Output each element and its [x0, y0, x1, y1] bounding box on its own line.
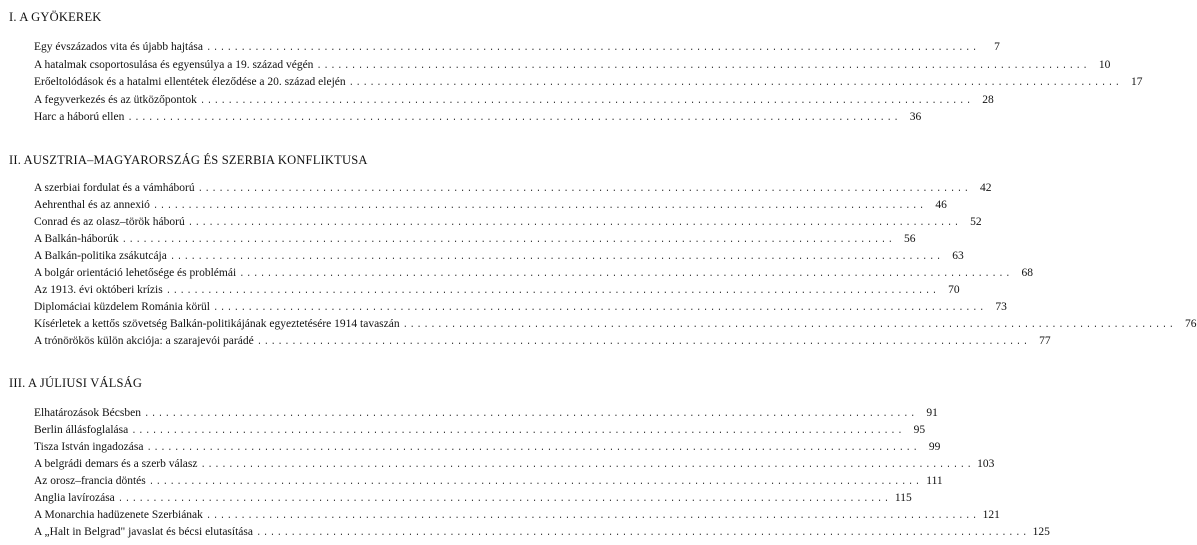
toc-entry[interactable]	[34, 301, 1007, 316]
toc-entry[interactable]	[34, 318, 1197, 333]
page-number: 42	[980, 182, 992, 194]
toc-entry[interactable]	[34, 458, 995, 473]
entry-title: A belgrádi demars és a szerb válasz	[34, 458, 198, 470]
page-number: 17	[1131, 76, 1143, 88]
dot-leader: ................................................................................................................	[205, 511, 979, 521]
toc-entry[interactable]	[34, 216, 982, 231]
entry-title: A Balkán-háborúk	[34, 233, 119, 245]
entry-title: A Monarchia hadüzenete Szerbiának	[34, 509, 203, 521]
entry-title: Harc a háború ellen	[34, 111, 125, 123]
dot-leader: ................................................................................................................	[239, 269, 1013, 279]
page-number: 76	[1185, 318, 1197, 330]
dot-leader: ................................................................................................................	[255, 528, 1029, 538]
dot-leader: ................................................................................................................	[402, 320, 1176, 330]
page-number: 99	[928, 441, 941, 453]
page-number: 103	[977, 458, 995, 470]
page-number: 70	[948, 284, 960, 296]
entry-title: A szerbiai fordulat és a vámháború	[34, 182, 195, 194]
page-number: 115	[894, 492, 912, 504]
entry-title: A fegyverkezés és az ütközőpontok	[34, 94, 197, 106]
toc-entry[interactable]	[34, 475, 943, 490]
entry-title: Conrad és az olasz–török háború	[34, 216, 185, 228]
entry-title: A Balkán-politika zsákutcája	[34, 250, 167, 262]
page-number: 52	[970, 216, 982, 228]
dot-leader: ................................................................................................................	[121, 235, 895, 245]
toc-entry[interactable]	[34, 233, 916, 248]
entry-title: A bolgár orientáció lehetősége és problémái	[34, 267, 237, 279]
toc-entry[interactable]	[34, 509, 1000, 524]
toc-entry[interactable]	[34, 424, 926, 439]
dot-leader: ................................................................................................................	[148, 477, 922, 487]
entry-title: Az orosz–francia döntés	[34, 475, 146, 487]
entry-title: A trónörökös külön akciója: a szarajevói parádé	[34, 335, 254, 347]
page-number: 125	[1032, 526, 1050, 538]
dot-leader: ................................................................................................................	[348, 78, 1122, 88]
page-number: 28	[982, 94, 994, 106]
toc-entry[interactable]	[34, 41, 1000, 56]
entry-title: Kísérletek a kettős szövetség Balkán-politikájának egyeztetésére 1914 tavaszán	[34, 318, 400, 330]
section-heading: I. A GYÖKEREK	[9, 10, 102, 24]
dot-leader: ................................................................................................................	[256, 337, 1030, 347]
dot-leader: ................................................................................................................	[152, 201, 926, 211]
entry-title: A „Halt in Belgrad" javaslat és bécsi elutasítása	[34, 526, 253, 538]
entry-title: Erőeltolódások és a hatalmi ellentétek éleződése a 20. század elején	[34, 76, 346, 88]
page-number: 73	[995, 301, 1007, 313]
entry-title: Diplomáciai küzdelem Románia körül	[34, 301, 210, 313]
entry-title: Anglia lavírozása	[34, 492, 115, 504]
entry-title: Egy évszázados vita és újabb hajtása	[34, 41, 203, 53]
toc-entry[interactable]	[34, 94, 994, 109]
page-number: 111	[926, 475, 943, 487]
page-number: 46	[935, 199, 947, 211]
section-heading: II. AUSZTRIA–MAGYARORSZÁG ÉS SZERBIA KONFLIKTUSA	[9, 153, 368, 167]
dot-leader: ................................................................................................................	[117, 494, 891, 504]
toc-entry[interactable]	[34, 407, 938, 422]
entry-title: A hatalmak csoportosulása és egyensúlya a 19. század végén	[34, 59, 314, 71]
page-number: 95	[913, 424, 926, 436]
section-heading: III. A JÚLIUSI VÁLSÁG	[9, 376, 143, 390]
page-number: 36	[909, 111, 922, 123]
toc-entry[interactable]	[34, 335, 1051, 350]
page-number: 7	[994, 41, 1000, 53]
toc-entry[interactable]	[34, 441, 941, 456]
toc-entry[interactable]	[34, 59, 1111, 74]
dot-leader: ................................................................................................................	[169, 252, 943, 262]
dot-leader: ................................................................................................................	[143, 409, 917, 419]
page-number: 68	[1021, 267, 1034, 279]
page-number: 77	[1039, 335, 1051, 347]
toc-entry[interactable]	[34, 250, 964, 265]
toc-entry[interactable]	[34, 76, 1143, 91]
dot-leader: ................................................................................................................	[197, 184, 971, 194]
toc-entry[interactable]	[34, 526, 1050, 541]
page-number: 91	[926, 407, 938, 419]
dot-leader: ................................................................................................................	[187, 218, 961, 228]
toc-entry[interactable]	[34, 492, 912, 507]
entry-title: Elhatározások Bécsben	[34, 407, 141, 419]
dot-leader: ................................................................................................................	[199, 96, 973, 106]
dot-leader: ................................................................................................................	[127, 113, 901, 123]
dot-leader: ................................................................................................................	[205, 43, 979, 53]
entry-title: Tisza István ingadozása	[34, 441, 144, 453]
toc-entry[interactable]	[34, 267, 1034, 282]
dot-leader: ................................................................................................................	[212, 303, 986, 313]
toc-entry[interactable]	[34, 199, 947, 214]
dot-leader: ................................................................................................................	[165, 286, 939, 296]
dot-leader: ................................................................................................................	[316, 61, 1090, 71]
page-number: 63	[952, 250, 964, 262]
entry-title: Berlin állásfoglalása	[34, 424, 129, 436]
page-number: 56	[904, 233, 916, 245]
dot-leader: ................................................................................................................	[146, 443, 920, 453]
toc-entry[interactable]	[34, 182, 992, 197]
page-number: 10	[1098, 59, 1111, 71]
dot-leader: ................................................................................................................	[200, 460, 974, 470]
entry-title: Aehrenthal és az annexió	[34, 199, 150, 211]
entry-title: Az 1913. évi októberi krízis	[34, 284, 163, 296]
toc-entry[interactable]	[34, 284, 960, 299]
page-number: 121	[982, 509, 1000, 521]
dot-leader: ................................................................................................................	[131, 426, 905, 436]
toc-entry[interactable]	[34, 111, 922, 126]
